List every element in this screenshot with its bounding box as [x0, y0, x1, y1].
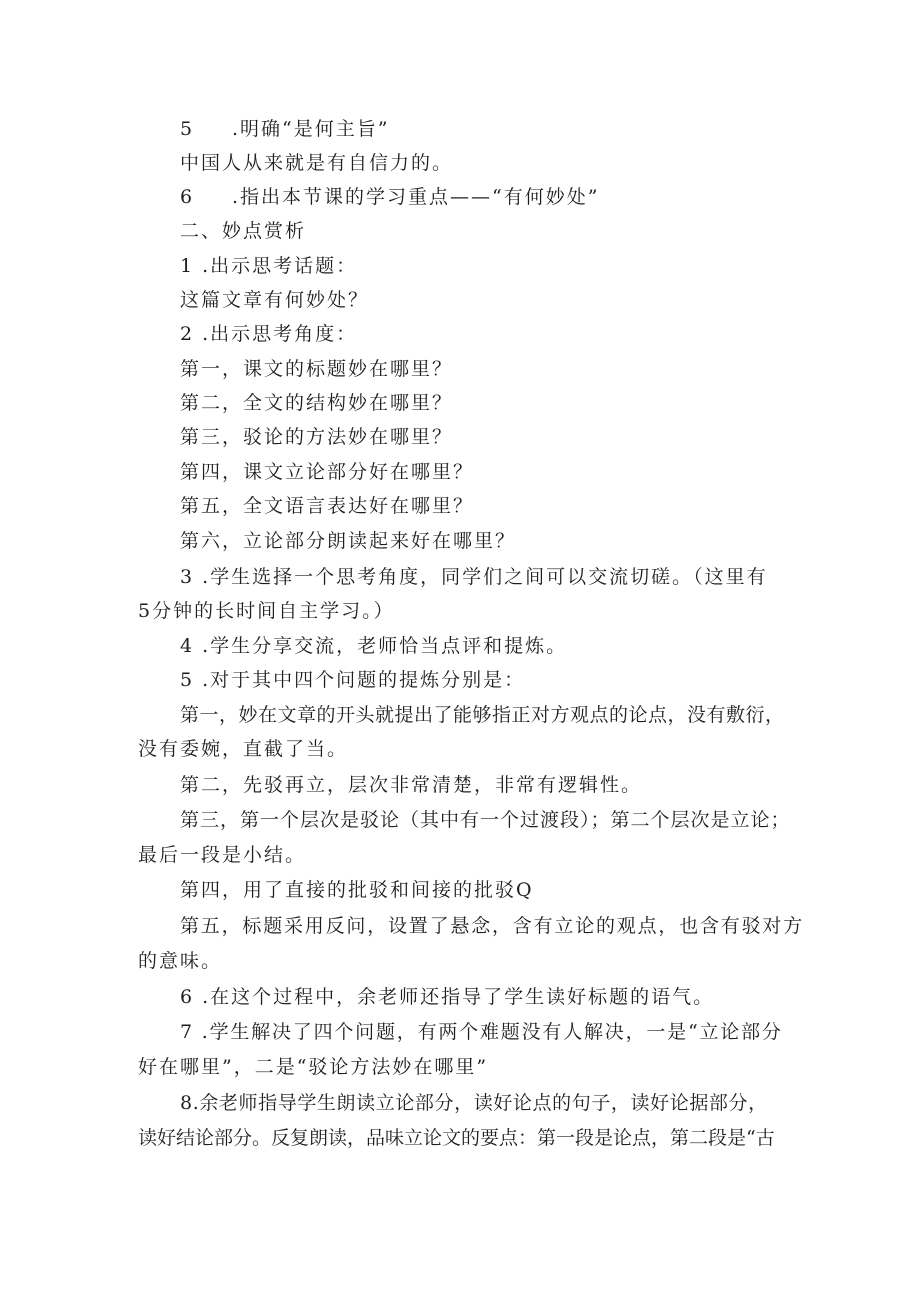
- paragraph-line: 第二，先驳再立，层次非常清楚，非常有逻辑性。: [180, 774, 643, 796]
- paragraph-line: 第四，用了直接的批驳和间接的批驳Q: [180, 879, 534, 901]
- paragraph-line: 最后一段是小结。: [138, 844, 307, 866]
- paragraph-line: 第三，第一个层次是驳论（其中有一个过渡段）；第二个层次是立论；: [180, 809, 791, 831]
- paragraph-line: 7 .学生解决了四个问题，有两个难题没有人解决，一是“立论部分: [180, 1021, 783, 1043]
- paragraph-line: 6 .在这个过程中，余老师还指导了学生读好标题的语气。: [180, 986, 715, 1008]
- paragraph-line: 2 .出示思考角度：: [180, 323, 358, 345]
- list-item: 第五，全文语言表达好在哪里？: [180, 495, 475, 517]
- paragraph-line: 中国人从来就是有自信力的。: [180, 152, 454, 174]
- paragraph-line: 好在哪里”，二是“驳论方法妙在哪里”: [138, 1056, 489, 1078]
- section-heading: 二、妙点赏析: [180, 220, 307, 242]
- step-text: .明确“是何主旨”: [232, 118, 390, 140]
- paragraph-line: 这篇文章有何妙处？: [180, 289, 370, 311]
- list-item: 第一，课文的标题妙在哪里？: [180, 358, 454, 380]
- paragraph-line: 5分钟的长时间自主学习。）: [138, 600, 395, 622]
- heading-step-6: [180, 185, 599, 209]
- paragraph-line: 第一，妙在文章的开头就提出了能够指正对方观点的论点，没有敷衍，: [180, 704, 785, 726]
- step-number: 6: [180, 186, 195, 208]
- paragraph-line: 的意味。: [138, 950, 223, 972]
- paragraph-line: 8.余老师指导学生朗读立论部分，读好论点的句子，读好论据部分，: [180, 1092, 768, 1114]
- step-number: 5: [180, 118, 195, 140]
- paragraph-line: 第五，标题采用反问，设置了悬念，含有立论的观点，也含有驳对方: [180, 915, 805, 937]
- heading-step-5: [180, 117, 389, 141]
- paragraph-line: 没有委婉，直截了当。: [138, 738, 349, 760]
- list-item: 第四，课文立论部分好在哪里？: [180, 461, 475, 483]
- paragraph-line: 4 .学生分享交流，老师恰当点评和提炼。: [180, 635, 568, 657]
- paragraph-line: 读好结论部分。反复朗读，品味立论文的要点：第一段是论点，第二段是“古: [138, 1127, 775, 1149]
- step-text: .指出本节课的学习重点——“有何妙处”: [232, 186, 600, 208]
- paragraph-line: 1 .出示思考话题：: [180, 255, 358, 277]
- paragraph-line: 3 .学生选择一个思考角度，同学们之间可以交流切磋。（这里有: [180, 566, 768, 588]
- list-item: 第三，驳论的方法妙在哪里？: [180, 426, 454, 448]
- list-item: 第二，全文的结构妙在哪里？: [180, 392, 454, 414]
- list-item: 第六，立论部分朗读起来好在哪里？: [180, 530, 517, 552]
- paragraph-line: 5 .对于其中四个问题的提炼分别是：: [180, 669, 526, 691]
